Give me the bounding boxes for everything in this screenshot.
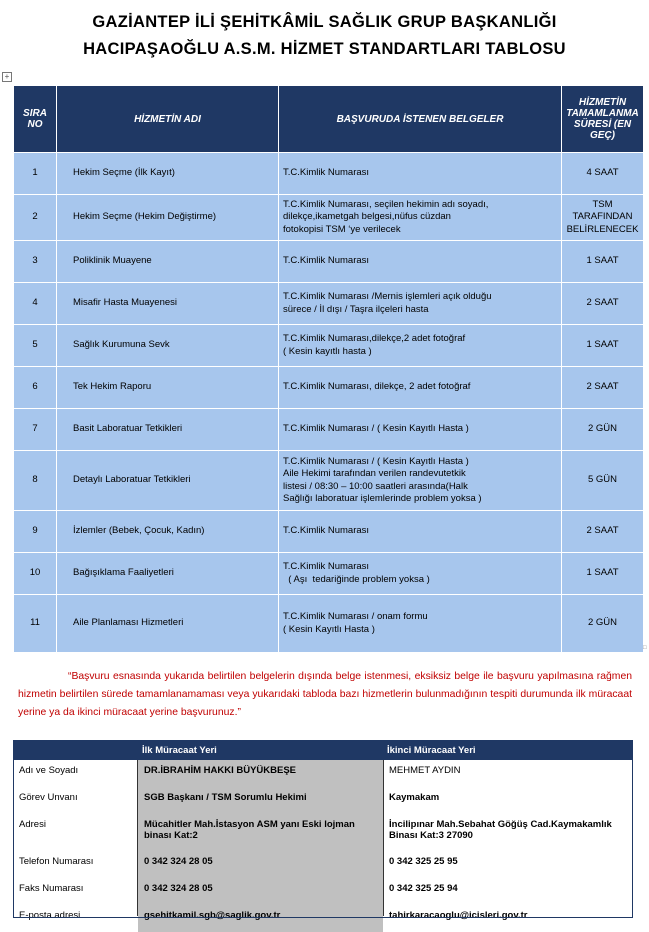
service-name: Hekim Seçme (Hekim Değiştirme) [57,195,279,241]
service-name: Misafir Hasta Muayenesi [57,283,279,325]
contact-header-second: İkinci Müracaat Yeri [383,740,633,760]
complaint-notice: “Başvuru esnasında yukarıda belirtilen belgelerin dışında belge istenmesi, eksiksiz belge ile başvuru yapılmasına rağmen hizmetin belirtilen sürede tamamlanamaması veya yukarıdaki tabloda bazı hizmetlerin bulunmadığının tespiti durumunda ilk müracaat yerine ya da ikinci müracaat yerine başvurunuz.” [18,671,632,718]
document-line: listesi / 08:30 – 10:00 saatleri arasında(Halk [283,480,468,492]
service-name: Basit Laboratuar Tetkikleri [57,409,279,451]
completion-time [562,325,644,367]
service-name: Tek Hekim Raporu [57,367,279,409]
table-end-marker: □ [643,645,647,651]
document-line: T.C.Kimlik Numarası / ( Kesin Kayıtlı Hasta ) [283,423,469,435]
table-row [14,595,644,653]
row-number: 7 [14,409,57,451]
table-row [14,283,644,325]
document-line: sürece / İl dışı / Taşra ilçeleri hasta [283,303,429,315]
required-documents [279,325,562,367]
first-contact-value: DR.İBRAHİM HAKKI BÜYÜKBEŞE [138,760,383,787]
first-contact-value: SGB Başkanı / TSM Sorumlu Hekimi [138,787,383,814]
completion-time [562,195,644,241]
duration-line: 2 SAAT [586,525,619,537]
header-dur-line3: SÜRESİ (EN GEÇ) [573,119,632,141]
contact-label: Telefon Numarası [13,851,138,878]
table-row [14,195,644,241]
completion-time [562,241,644,283]
contact-divider-1 [137,760,138,916]
first-contact-value: Mücahitler Mah.İstasyon ASM yanı Eski lojman binası Kat:2 [138,814,383,851]
service-name: Poliklinik Muayene [57,241,279,283]
document-title-line2: HACIPAŞAOĞLU A.S.M. HİZMET STANDARTLARI TABLOSU [83,40,566,58]
second-contact-value[interactable]: tahirkaracaoglu@icisleri.gov.tr [383,905,633,932]
table-move-handle-icon[interactable]: + [2,72,12,82]
document-title-line1: GAZİANTEP İLİ ŞEHİTKÂMİL SAĞLIK GRUP BAŞKANLIĞI [92,13,557,31]
document-line: fotokopisi TSM ‘ye verilecek [283,223,401,235]
duration-line: 2 GÜN [587,617,618,629]
service-name: Bağışıklama Faaliyetleri [57,553,279,595]
second-contact-value: İncilipınar Mah.Sebahat Göğüş Cad.Kaymakamlık Binası Kat:3 27090 [383,814,633,851]
header-no-line2: NO [27,119,43,130]
completion-time [562,409,644,451]
table-row [14,451,644,511]
required-documents [279,367,562,409]
completion-time [562,153,644,195]
row-number: 4 [14,283,57,325]
first-contact-value[interactable]: gsehitkamil.sgb@saglik.gov.tr [138,905,383,932]
first-contact-value: 0 342 324 28 05 [138,851,383,878]
document-line: T.C.Kimlik Numarası [283,525,370,537]
required-documents [279,153,562,195]
header-dur-line2: TAMAMLANMA [566,108,639,119]
service-name: İzlemler (Bebek, Çocuk, Kadın) [57,511,279,553]
header-dur-line1: HİZMETİN [578,97,627,108]
second-contact-value: Kaymakam [383,787,633,814]
document-line: ( Aşı tedariğinde problem yoksa ) [283,573,430,585]
row-number: 9 [14,511,57,553]
required-documents [279,409,562,451]
required-documents [279,595,562,653]
contact-label: E-posta adresi [13,905,138,932]
header-duration [562,86,644,153]
completion-time [562,511,644,553]
service-name: Detaylı Laboratuar Tetkikleri [57,451,279,511]
row-number: 10 [14,553,57,595]
duration-line: 1 SAAT [586,567,619,579]
duration-line: 1 SAAT [586,339,619,351]
contact-label: Görev Unvanı [13,787,138,814]
required-documents [279,451,562,511]
contact-label: Adı ve Soyadı [13,760,138,787]
second-contact-value: 0 342 325 25 95 [383,851,633,878]
service-name: Sağlık Kurumuna Sevk [57,325,279,367]
row-number: 8 [14,451,57,511]
service-standards-table [13,85,644,653]
document-line: T.C.Kimlik Numarası, seçilen hekimin adı soyadı, [283,198,489,210]
document-line: T.C.Kimlik Numarası / ( Kesin Kayıtlı Hasta ) [283,455,469,467]
row-number: 6 [14,367,57,409]
document-line: T.C.Kimlik Numarası /Mernis işlemleri açık olduğu [283,291,492,302]
completion-time [562,283,644,325]
header-documents: BAŞVURUDA İSTENEN BELGELER [279,86,562,153]
row-number: 2 [14,195,57,241]
document-line: T.C.Kimlik Numarası, dilekçe, 2 adet fotoğraf [283,381,471,393]
completion-time [562,553,644,595]
document-line: ( Kesin kayıtlı hasta ) [283,345,372,357]
duration-line: 5 GÜN [587,474,618,486]
contact-divider-2 [383,760,384,916]
required-documents [279,553,562,595]
table-row [14,553,644,595]
contact-label: Adresi [13,814,138,851]
document-line: ( Kesin Kayıtlı Hasta ) [283,623,375,635]
document-line: T.C.Kimlik Numarası [283,167,370,179]
duration-line: TSM TARAFINDAN [572,198,633,223]
required-documents [279,511,562,553]
completion-time [562,451,644,511]
completion-time [562,595,644,653]
header-service-name: HİZMETİN ADI [57,86,279,153]
document-line: T.C.Kimlik Numarası,dilekçe,2 adet fotoğraf [283,333,466,344]
required-documents [279,195,562,241]
table-row [14,367,644,409]
contact-label: Faks Numarası [13,878,138,905]
document-line: T.C.Kimlik Numarası / onam formu [283,611,428,622]
table-row [14,153,644,195]
completion-time [562,367,644,409]
document-line: T.C.Kimlik Numarası [283,561,370,572]
contact-header-first: İlk Müracaat Yeri [138,740,383,760]
required-documents [279,241,562,283]
first-contact-value: 0 342 324 28 05 [138,878,383,905]
service-name: Aile Planlaması Hizmetleri [57,595,279,653]
header-no-line1: SIRA [23,108,47,119]
table-row [14,409,644,451]
document-line: dilekçe,ikametgah belgesi,nüfus cüzdan [283,211,451,223]
duration-line: BELİRLENECEK [566,223,639,235]
row-number: 1 [14,153,57,195]
contact-table-border [13,740,633,918]
document-line: Sağlığı laboratuar işlemlerinde problem yoksa ) [283,493,482,504]
duration-line: 4 SAAT [586,167,619,179]
row-number: 3 [14,241,57,283]
duration-line: 2 SAAT [586,381,619,393]
table-row [14,325,644,367]
duration-line: 1 SAAT [586,255,619,267]
row-number: 5 [14,325,57,367]
row-number: 11 [14,595,57,653]
document-line: Aile Hekimi tarafından verilen randevutetkik [283,468,466,479]
second-contact-value: MEHMET AYDIN [383,760,633,787]
required-documents [279,283,562,325]
duration-line: 2 GÜN [587,423,618,435]
service-name: Hekim Seçme (İlk Kayıt) [57,153,279,195]
document-line: T.C.Kimlik Numarası [283,255,370,267]
table-row [14,241,644,283]
table-row [14,511,644,553]
duration-line: 2 SAAT [586,297,619,309]
header-sira-no [14,86,57,153]
table-header-row [14,86,644,153]
second-contact-value: 0 342 325 25 94 [383,878,633,905]
